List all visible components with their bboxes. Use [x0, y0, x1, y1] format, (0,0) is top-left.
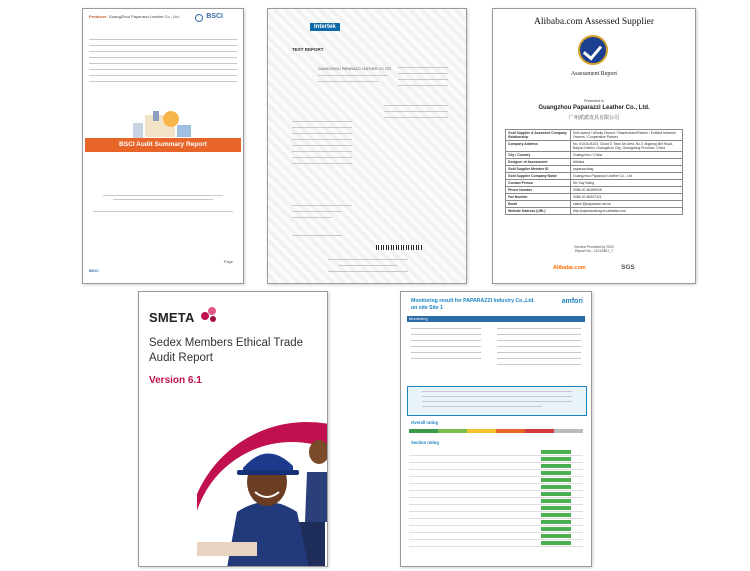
intertek-test-report: [267, 8, 467, 284]
alibaba-supplier-table: [505, 129, 683, 215]
rating-segment: [554, 429, 583, 433]
rating-segment: [525, 429, 554, 433]
list-item: [409, 533, 583, 540]
intertek-applicant: GUANGZHOU PAPARAZZI LEATHER CO LTD: [318, 67, 392, 71]
amfori-monitoring-report: [400, 291, 592, 567]
bsci-logo: BSCI: [206, 13, 223, 20]
rating-segment: [438, 429, 467, 433]
table-row: Gold Supplier & Assessed Company Relationship Self-owned / Wholly Owned / Shareholder/Partner / Entitled between Owners / Cooperative Partner: [506, 130, 683, 141]
table-row: Company Address No. 6102A-B103, Cloud D Town Art Area, No.3 Jingtong Bei Road, Baiyun District, Guangzhou City, Guangdong Province, China: [506, 141, 683, 152]
alibaba-assessment-report: [492, 8, 696, 284]
amfori-title: Monitoring result for PAPARAZZI Industry Co.,Ltd. on site Site 1: [411, 298, 535, 311]
table-row: City / Country Guangzhou / China: [506, 152, 683, 159]
smeta-dots-icon: [199, 304, 219, 324]
amfori-logo: amfori: [561, 298, 583, 305]
alibaba-assessed-seal-icon: [578, 35, 608, 65]
table-row: Website Address (URL) http://paparazzibag.en.alibaba.com: [506, 208, 683, 215]
bsci-page-label: Page: [223, 259, 233, 264]
alibaba-provider: Service Provided by SGS Report No.: 11012567_7: [574, 245, 614, 253]
list-item: [409, 540, 583, 547]
table-row: Gold Supplier Member ID paparazzibag: [506, 166, 683, 173]
smeta-worker-photo: [197, 392, 328, 567]
smeta-logo: SMETA: [149, 310, 195, 325]
alibaba-presented-to: Presented to: [584, 99, 604, 103]
intertek-logo: Intertek: [310, 23, 340, 31]
table-row: Email sales7@paparazzi.net.cn: [506, 201, 683, 208]
bsci-producer-line: Producer GuangZhou Paparazzi Leather Co., Ltd.: [89, 14, 180, 19]
rating-segment: [496, 429, 525, 433]
alibaba-logo: Alibaba.com: [553, 265, 586, 271]
bsci-logo-icon: [195, 14, 203, 22]
bsci-banner: BSCI Audit Summary Report: [85, 138, 241, 152]
smeta-version: Version 6.1: [149, 375, 202, 386]
list-item: [409, 477, 583, 484]
amfori-notice-box: [407, 386, 587, 416]
alibaba-company-en: Guangzhou Paparazzi Leather Co., Ltd.: [538, 105, 650, 111]
amfori-section-rating-label: Section rating: [411, 440, 439, 445]
list-item: [409, 519, 583, 526]
amfori-monitoring-bar: Monitoring: [407, 316, 585, 322]
bsci-footer-logo: BSCI: [89, 268, 99, 273]
alibaba-company-cn: 广州派派皮具有限公司: [568, 115, 619, 121]
amfori-overall-rating-label: Overall rating: [411, 420, 438, 425]
list-item: [409, 456, 583, 463]
rating-segment: [467, 429, 496, 433]
intertek-barcode: [376, 245, 422, 250]
list-item: [409, 470, 583, 477]
alibaba-subtitle: Assessment Report: [570, 71, 618, 77]
list-item: [409, 484, 583, 491]
table-row: Fax Number 0086-20-86337321: [506, 194, 683, 201]
intertek-report-title: TEST REPORT: [292, 47, 324, 52]
bsci-footer: [89, 259, 237, 277]
list-item: [409, 463, 583, 470]
list-item: [409, 491, 583, 498]
list-item: [409, 512, 583, 519]
list-item: [409, 498, 583, 505]
list-item: [409, 505, 583, 512]
rating-segment: [409, 429, 438, 433]
table-row: Gold Supplier Company Name Guangzhou Paparazzi Leather Co., Ltd.: [506, 173, 683, 180]
table-row: Designer of Assessment Alibaba: [506, 159, 683, 166]
list-item: [409, 526, 583, 533]
smeta-report-cover: [138, 291, 328, 567]
amfori-overall-rating-bar: [409, 429, 583, 433]
smeta-heading: Sedex Members Ethical Trade Audit Report: [149, 337, 304, 364]
list-item: [409, 449, 583, 456]
sgs-logo: SGS: [621, 264, 635, 271]
table-row: Contact Person Mr. Kay Wang: [506, 180, 683, 187]
bsci-audit-report-cover: [82, 8, 244, 284]
table-row: Phone Number 0086-20-86189928: [506, 187, 683, 194]
alibaba-title: Alibaba.com Assessed Supplier: [533, 17, 655, 27]
